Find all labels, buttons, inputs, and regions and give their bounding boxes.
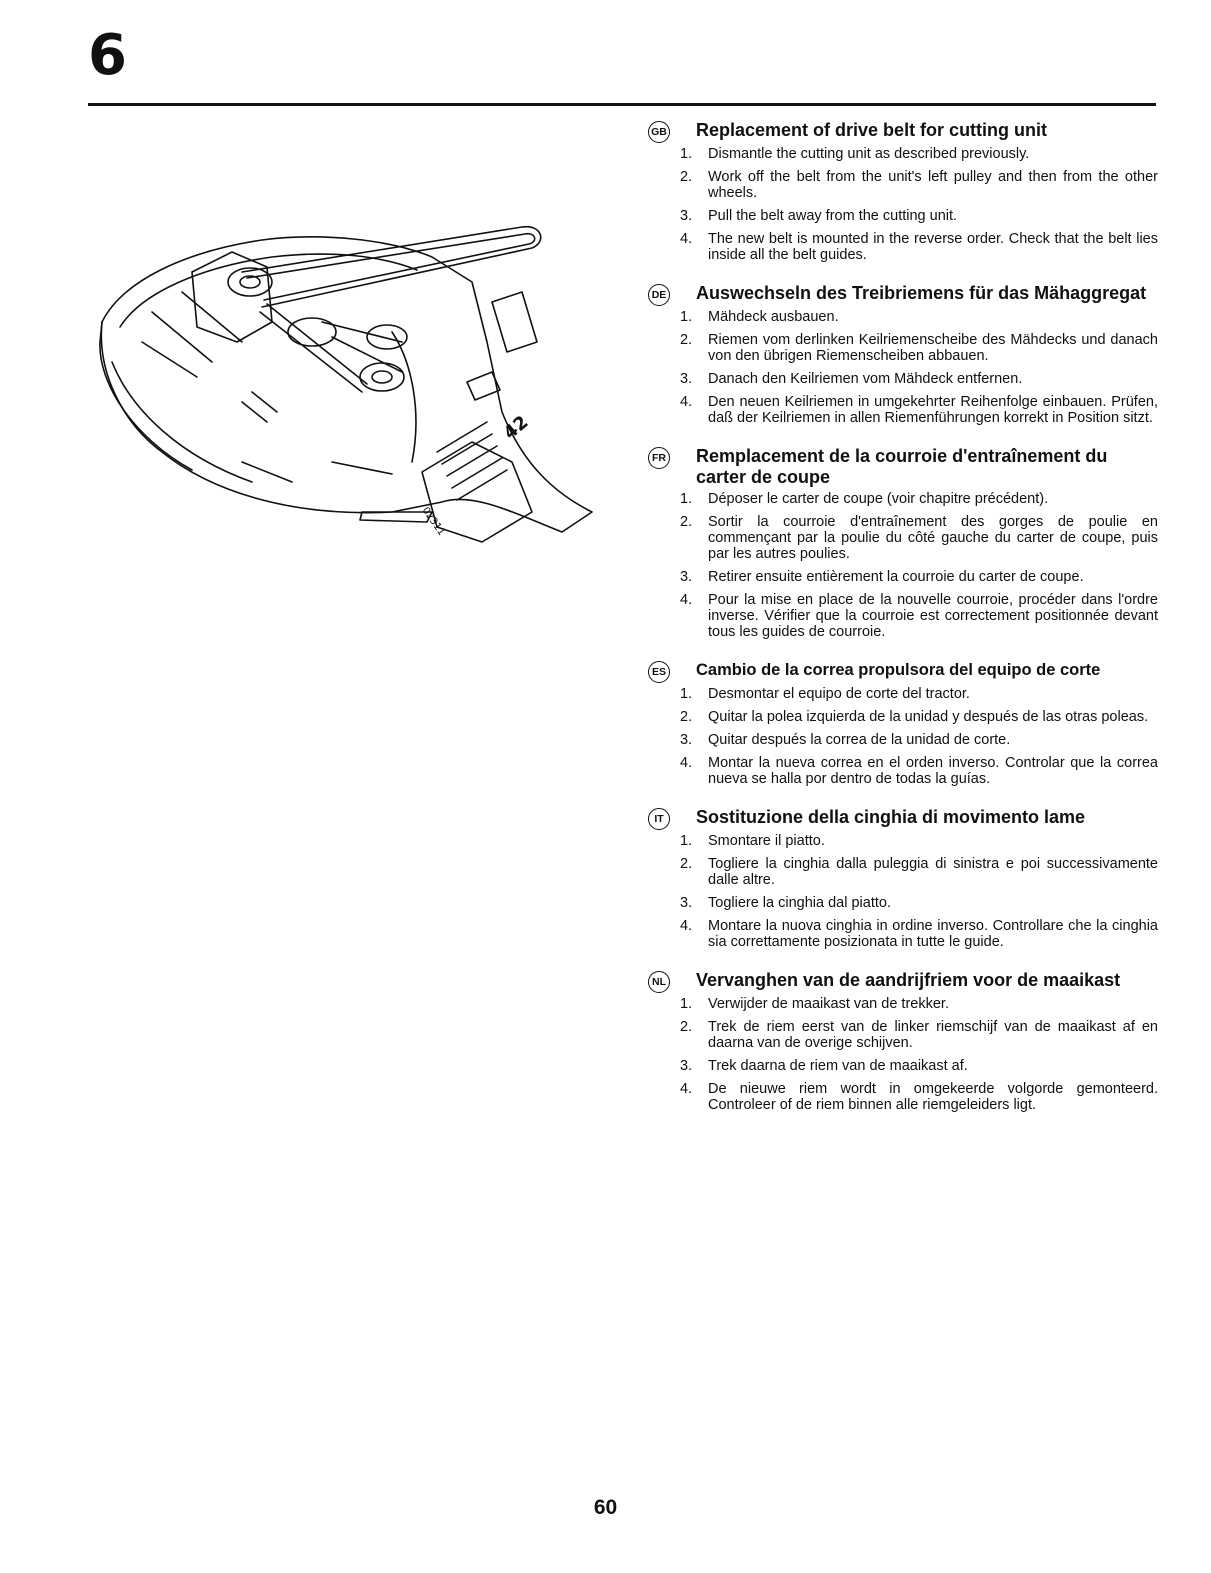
nl-badge-icon: NL [648,971,670,993]
section-es [648,660,1158,787]
section-title: Vervanghen van de aandrijfriem voor de maaikast [696,970,1121,990]
list-item: 1. Smontare il piatto. [680,833,825,849]
deck-label: 42 [499,411,533,444]
section-title: Sostituzione della cinghia di movimento lame [696,807,1086,827]
list-item: 4. Montar la nueva correa en el orden inverso. Controlar que la correa nueva se halla por dentro de todas la guías. [680,755,1158,787]
list-item: 1. Verwijder de maaikast van de trekker. [680,996,949,1012]
fr-badge-icon: FR [648,447,670,469]
section-de [648,283,1158,426]
section-fr [648,446,1158,640]
es-badge-icon: ES [648,661,670,683]
instructions-column [648,120,1158,1133]
list-item: 2. Riemen vom derlinken Keilriemenscheibe des Mähdecks und danach von den übrigen Riemenscheiben abbauen. [680,332,1158,364]
list-item: 4. Montare la nuova cinghia in ordine inverso. Controllare che la cinghia sia correttamente posizionata in tutte le guide. [680,918,1158,950]
list-item: 2. Sortir la courroie d'entraînement des gorges de poulie en commençant par la poulie du côté gauche du carter de coupe, puis par les autres poulies. [680,514,1158,562]
page-number: 60 [593,1496,618,1519]
list-item: 1. Desmontar el equipo de corte del tractor. [680,686,970,702]
it-badge-icon: IT [648,808,670,830]
list-item: 3. Pull the belt away from the cutting unit. [680,208,958,224]
list-item: 2. Work off the belt from the unit's left pulley and then from the other wheels. [680,169,1158,201]
list-item: 2. Togliere la cinghia dalla puleggia di sinistra e poi successivamente dalle altre. [680,856,1158,888]
list-item: 3. Quitar después la correa de la unidad de corte. [680,732,1011,748]
list-item: 2. Trek de riem eerst van de linker riemschijf van de maaikast af en daarna van de overige schijven. [680,1019,1158,1051]
list-item: 4. De nieuwe riem wordt in omgekeerde volgorde gemonteerd. Controleer of de riem binnen alle riemgeleiders ligt. [680,1081,1158,1113]
section-it [648,807,1158,950]
list-item: 3. Trek daarna de riem van de maaikast af. [680,1058,968,1074]
section-title: Replacement of drive belt for cutting unit [696,120,1048,140]
section-title: Auswechseln des Treibriemens für das Mähaggregat [696,283,1147,303]
header-rule [88,103,1156,106]
section-title: Cambio de la correa propulsora del equipo de corte [696,661,1101,679]
gb-badge-icon: GB [648,121,670,143]
list-item: 4. The new belt is mounted in the reverse order. Check that the belt lies inside all the belt guides. [680,231,1158,263]
list-item: 1. Dismantle the cutting unit as described previously. [680,146,1030,162]
list-item: 4. Pour la mise en place de la nouvelle courroie, procéder dans l'ordre inverse. Vérifier que la courroie est correctement positionnée devant tous les guides de courroie. [680,592,1158,640]
list-item: 3. Togliere la cinghia dal piatto. [680,895,891,911]
cutting-deck-illustration [92,212,602,562]
list-item: 1. Mähdeck ausbauen. [680,309,839,325]
chapter-number: 6 [88,23,127,88]
list-item: 3. Retirer ensuite entièrement la courroie du carter de coupe. [680,569,1084,585]
list-item: 4. Den neuen Keilriemen in umgekehrter Reihenfolge einbauen. Prüfen, daß der Keilriemen in allen Riemenführungen korrekt in Position sitzt. [680,394,1158,426]
list-item: 1. Déposer le carter de coupe (voir chapitre précédent). [680,491,1049,507]
list-item: 2. Quitar la polea izquierda de la unidad y después de las otras poleas. [680,709,1149,725]
figure-reference: 02311 [419,505,447,538]
section-gb [648,120,1158,263]
list-item: 3. Danach den Keilriemen vom Mähdeck entfernen. [680,371,1023,387]
de-badge-icon: DE [648,284,670,306]
section-title: Remplacement de la courroie d'entraînement du carter de coupe [696,446,1108,487]
section-nl [648,970,1158,1113]
